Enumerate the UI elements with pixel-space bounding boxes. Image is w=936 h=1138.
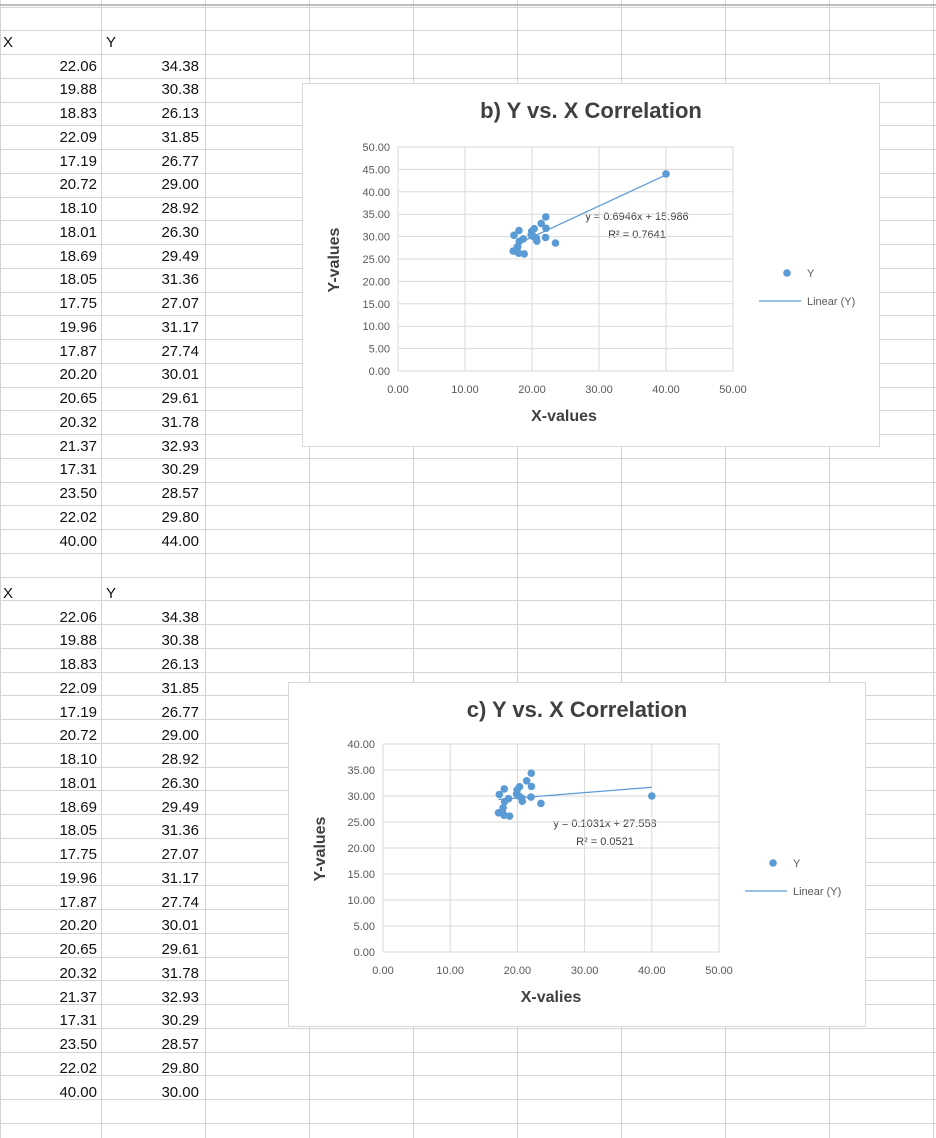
- cell-x[interactable]: 20.65: [59, 390, 97, 407]
- cell-y[interactable]: 31.36: [161, 822, 199, 840]
- y-tick-label: 25.00: [362, 254, 390, 266]
- data-point[interactable]: [510, 232, 518, 240]
- y-tick-label: 30.00: [347, 791, 375, 803]
- x-tick-label: 30.00: [585, 384, 613, 396]
- cell-x[interactable]: 19.96: [59, 869, 97, 887]
- cell-y[interactable]: 26.13: [161, 656, 199, 673]
- cell-x[interactable]: 22.06: [59, 608, 97, 626]
- cell-y[interactable]: 31.78: [161, 964, 199, 982]
- y-tick-label: 5.00: [368, 343, 390, 356]
- y-tick-label: 15.00: [347, 869, 375, 881]
- y-tick-label: 0.00: [353, 947, 375, 959]
- cell-y[interactable]: 32.93: [161, 988, 199, 1006]
- cell-y[interactable]: 27.74: [161, 342, 199, 360]
- cell-y[interactable]: 30.38: [161, 632, 199, 650]
- y-tick-label: 10.00: [347, 895, 375, 907]
- cell-y[interactable]: 26.30: [161, 223, 199, 241]
- x-axis-label: X-values: [531, 408, 597, 425]
- cell-x[interactable]: 20.65: [59, 941, 97, 958]
- y-tick-label: 5.00: [353, 921, 375, 933]
- cell-y[interactable]: 26.77: [161, 703, 199, 721]
- cell-y[interactable]: 34.38: [161, 608, 199, 626]
- cell-x[interactable]: 18.05: [59, 271, 97, 289]
- cell-y[interactable]: 44.00: [161, 532, 199, 550]
- cell-x[interactable]: 17.87: [59, 342, 97, 360]
- cell-x[interactable]: 19.88: [59, 81, 97, 99]
- cell-y[interactable]: 31.85: [161, 128, 199, 146]
- cell-x[interactable]: 17.75: [59, 846, 97, 863]
- data-point[interactable]: [516, 783, 524, 791]
- x-tick-label: 10.00: [451, 384, 479, 396]
- data-point[interactable]: [518, 794, 526, 802]
- x-axis-label: X-valies: [520, 989, 582, 1006]
- cell-y[interactable]: 31.17: [161, 869, 199, 887]
- cell-x[interactable]: 20.72: [59, 176, 97, 194]
- cell-y[interactable]: 28.92: [161, 751, 199, 768]
- data-point[interactable]: [505, 795, 513, 803]
- cell-y[interactable]: 31.36: [161, 271, 199, 289]
- y-tick-label: 40.00: [362, 186, 390, 199]
- cell-x[interactable]: 22.09: [59, 679, 97, 697]
- data-point[interactable]: [552, 239, 560, 247]
- cell-x[interactable]: 22.02: [59, 508, 97, 526]
- data-point[interactable]: [537, 220, 545, 228]
- cell-x[interactable]: 22.06: [59, 57, 97, 75]
- r-squared-label: R² = 0.7641: [608, 229, 666, 241]
- chart-c-plot: [289, 683, 865, 1026]
- cell-y[interactable]: 29.80: [161, 508, 199, 526]
- header-border: [0, 4, 936, 6]
- column-header-x[interactable]: X: [3, 34, 14, 51]
- cell-x[interactable]: 17.19: [59, 152, 97, 170]
- x-tick-label: 30.00: [570, 965, 599, 977]
- cell-y[interactable]: 30.29: [161, 461, 199, 479]
- y-tick-label: 50.00: [362, 142, 390, 154]
- cell-x[interactable]: 22.09: [59, 128, 97, 146]
- data-point[interactable]: [514, 243, 522, 251]
- data-point[interactable]: [499, 804, 507, 812]
- cell-x[interactable]: 20.72: [59, 727, 97, 745]
- cell-x[interactable]: 23.50: [59, 1036, 97, 1053]
- y-tick-label: 10.00: [362, 321, 390, 334]
- x-tick-label: 40.00: [652, 384, 680, 396]
- x-tick-label: 0.00: [387, 384, 409, 396]
- cell-y[interactable]: 27.07: [161, 295, 199, 312]
- chart-b[interactable]: [302, 83, 880, 447]
- x-tick-label: 0.00: [372, 965, 394, 977]
- cell-y[interactable]: 29.61: [161, 390, 199, 407]
- cell-x[interactable]: 18.69: [59, 247, 97, 265]
- y-tick-label: 20.00: [347, 843, 375, 855]
- cell-y[interactable]: 30.29: [161, 1012, 199, 1030]
- cell-y[interactable]: 27.74: [161, 893, 199, 911]
- cell-y[interactable]: 29.80: [161, 1059, 199, 1077]
- cell-y[interactable]: 29.49: [161, 247, 199, 265]
- x-tick-label: 50.00: [719, 384, 747, 396]
- cell-y[interactable]: 27.07: [161, 846, 199, 863]
- cell-y[interactable]: 29.61: [161, 941, 199, 958]
- cell-y[interactable]: 28.92: [161, 200, 199, 217]
- cell-y[interactable]: 26.77: [161, 152, 199, 170]
- data-point[interactable]: [519, 235, 527, 243]
- column-header-y[interactable]: Y: [106, 34, 117, 51]
- cell-y[interactable]: 29.49: [161, 798, 199, 816]
- cell-x[interactable]: 23.50: [59, 485, 97, 502]
- chart-title: b) Y vs. X Correlation: [480, 98, 702, 123]
- cell-x[interactable]: 21.37: [59, 988, 97, 1006]
- x-tick-label: 20.00: [503, 965, 532, 977]
- y-tick-label: 30.00: [362, 231, 390, 244]
- data-point[interactable]: [662, 170, 670, 178]
- y-tick-label: 35.00: [362, 209, 390, 222]
- column-header-x[interactable]: X: [3, 585, 14, 602]
- cell-x[interactable]: 17.75: [59, 295, 97, 312]
- data-point[interactable]: [523, 777, 531, 785]
- cell-y[interactable]: 29.00: [161, 176, 199, 194]
- cell-y[interactable]: 31.85: [161, 679, 199, 697]
- cell-x[interactable]: 18.69: [59, 798, 97, 816]
- x-tick-label: 50.00: [705, 965, 733, 977]
- y-axis-label: Y-values: [326, 227, 343, 293]
- trendline-equation: y = 0.6946x + 15.986: [585, 211, 689, 223]
- y-tick-label: 40.00: [347, 739, 375, 751]
- cell-x[interactable]: 18.10: [59, 751, 97, 768]
- data-point[interactable]: [527, 793, 535, 801]
- y-tick-label: 25.00: [347, 817, 375, 829]
- x-tick-label: 10.00: [436, 965, 464, 977]
- data-point[interactable]: [542, 213, 550, 221]
- legend-marker-label: Y: [807, 268, 815, 280]
- cell-x[interactable]: 22.02: [59, 1059, 97, 1077]
- cell-y[interactable]: 28.57: [161, 485, 199, 502]
- y-tick-label: 35.00: [347, 765, 375, 777]
- cell-x[interactable]: 20.32: [59, 964, 97, 982]
- cell-x[interactable]: 20.32: [59, 413, 97, 431]
- data-point[interactable]: [530, 225, 538, 233]
- cell-x[interactable]: 20.20: [59, 366, 97, 384]
- legend-line-label: Linear (Y): [807, 296, 856, 308]
- cell-y[interactable]: 30.38: [161, 81, 199, 99]
- legend-marker-icon: [783, 269, 791, 277]
- cell-x[interactable]: 17.19: [59, 703, 97, 721]
- data-point[interactable]: [496, 791, 504, 799]
- legend-marker-icon: [769, 859, 777, 867]
- cell-x[interactable]: 17.31: [59, 461, 97, 479]
- chart-title: c) Y vs. X Correlation: [466, 697, 688, 722]
- data-point[interactable]: [542, 234, 550, 242]
- cell-y[interactable]: 29.00: [161, 727, 199, 745]
- cell-y[interactable]: 30.01: [161, 917, 199, 935]
- cell-x[interactable]: 17.31: [59, 1012, 97, 1030]
- y-tick-label: 20.00: [362, 276, 390, 289]
- cell-y[interactable]: 30.00: [161, 1083, 199, 1101]
- cell-x[interactable]: 21.37: [59, 437, 97, 455]
- r-squared-label: R² = 0.0521: [576, 836, 634, 848]
- cell-x[interactable]: 18.83: [59, 656, 97, 673]
- data-point[interactable]: [648, 792, 656, 800]
- cell-x[interactable]: 18.05: [59, 822, 97, 840]
- y-tick-label: 45.00: [362, 164, 390, 177]
- cell-y[interactable]: 28.57: [161, 1036, 199, 1053]
- legend-marker-label: Y: [793, 858, 801, 870]
- cell-y[interactable]: 32.93: [161, 437, 199, 455]
- cell-y[interactable]: 26.13: [161, 105, 199, 122]
- x-tick-label: 20.00: [518, 384, 546, 396]
- trendline-equation: y = 0.1031x + 27.558: [553, 818, 657, 830]
- x-tick-label: 40.00: [638, 965, 666, 977]
- cell-x[interactable]: 18.83: [59, 105, 97, 122]
- cell-x[interactable]: 40.00: [59, 1083, 97, 1101]
- cell-y[interactable]: 31.78: [161, 413, 199, 431]
- cell-y[interactable]: 30.01: [161, 366, 199, 384]
- y-tick-label: 15.00: [362, 298, 390, 311]
- cell-y[interactable]: 34.38: [161, 57, 199, 75]
- cell-x[interactable]: 18.01: [59, 774, 97, 792]
- legend-line-label: Linear (Y): [793, 886, 842, 898]
- cell-x[interactable]: 19.88: [59, 632, 97, 650]
- data-point[interactable]: [537, 800, 545, 808]
- y-axis-label: Y-values: [312, 816, 329, 882]
- cell-x[interactable]: 18.01: [59, 223, 97, 241]
- column-header-y[interactable]: Y: [106, 585, 117, 602]
- cell-x[interactable]: 19.96: [59, 318, 97, 336]
- y-tick-label: 0.00: [368, 366, 390, 378]
- cell-x[interactable]: 40.00: [59, 532, 97, 550]
- cell-y[interactable]: 31.17: [161, 318, 199, 336]
- cell-x[interactable]: 20.20: [59, 917, 97, 935]
- data-point[interactable]: [527, 769, 535, 777]
- cell-y[interactable]: 26.30: [161, 774, 199, 792]
- cell-x[interactable]: 18.10: [59, 200, 97, 217]
- chart-c[interactable]: [288, 682, 866, 1027]
- data-point[interactable]: [533, 235, 541, 243]
- chart-b-plot: [303, 84, 879, 446]
- cell-x[interactable]: 17.87: [59, 893, 97, 911]
